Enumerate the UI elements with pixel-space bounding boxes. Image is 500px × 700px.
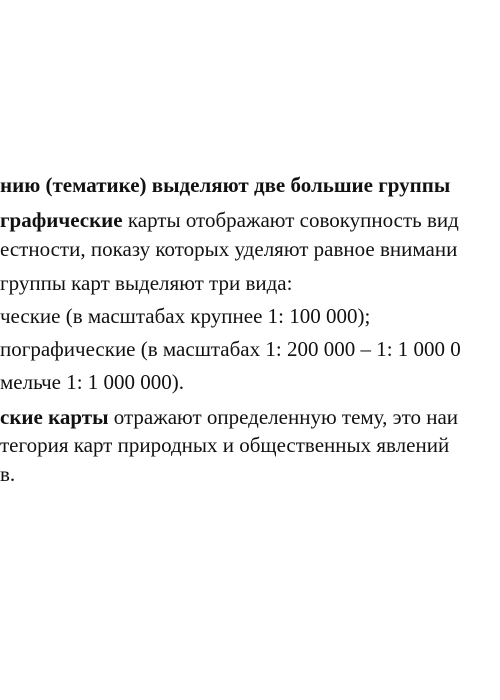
text-line-8 — [0, 404, 458, 430]
line-text: в. — [0, 462, 16, 486]
bold-heading-text: нию (тематике) выделяют две большие группы — [0, 173, 451, 197]
line-text: пографические (в масштабах 1: 200 000 – 1: 1 000 0 — [0, 337, 461, 361]
line-text: группы карт выделяют три вида: — [0, 271, 293, 295]
line-text: отражают определенную тему, это наи — [108, 405, 459, 429]
text-line-2 — [0, 207, 459, 233]
text-line-5 — [0, 303, 370, 329]
line-text: ческие (в масштабах крупнее 1: 100 000); — [0, 304, 371, 328]
text-line-4 — [0, 270, 292, 296]
line-text: естности, показу которых уделяют равное внимани — [0, 237, 458, 261]
text-line-7 — [0, 369, 184, 395]
text-line-1 — [0, 172, 450, 198]
bold-term-topographic: графические — [0, 208, 123, 232]
line-text: мельче 1: 1 000 000). — [0, 370, 185, 394]
text-line-10 — [0, 461, 15, 487]
text-line-3 — [0, 236, 457, 262]
line-text: тегория карт природных и общественных явлений — [0, 433, 450, 457]
bold-term-thematic-maps: ские карты — [0, 405, 109, 429]
text-line-9 — [0, 432, 449, 458]
text-line-6 — [0, 336, 461, 362]
line-text: карты отображают совокупность вид — [122, 208, 459, 232]
